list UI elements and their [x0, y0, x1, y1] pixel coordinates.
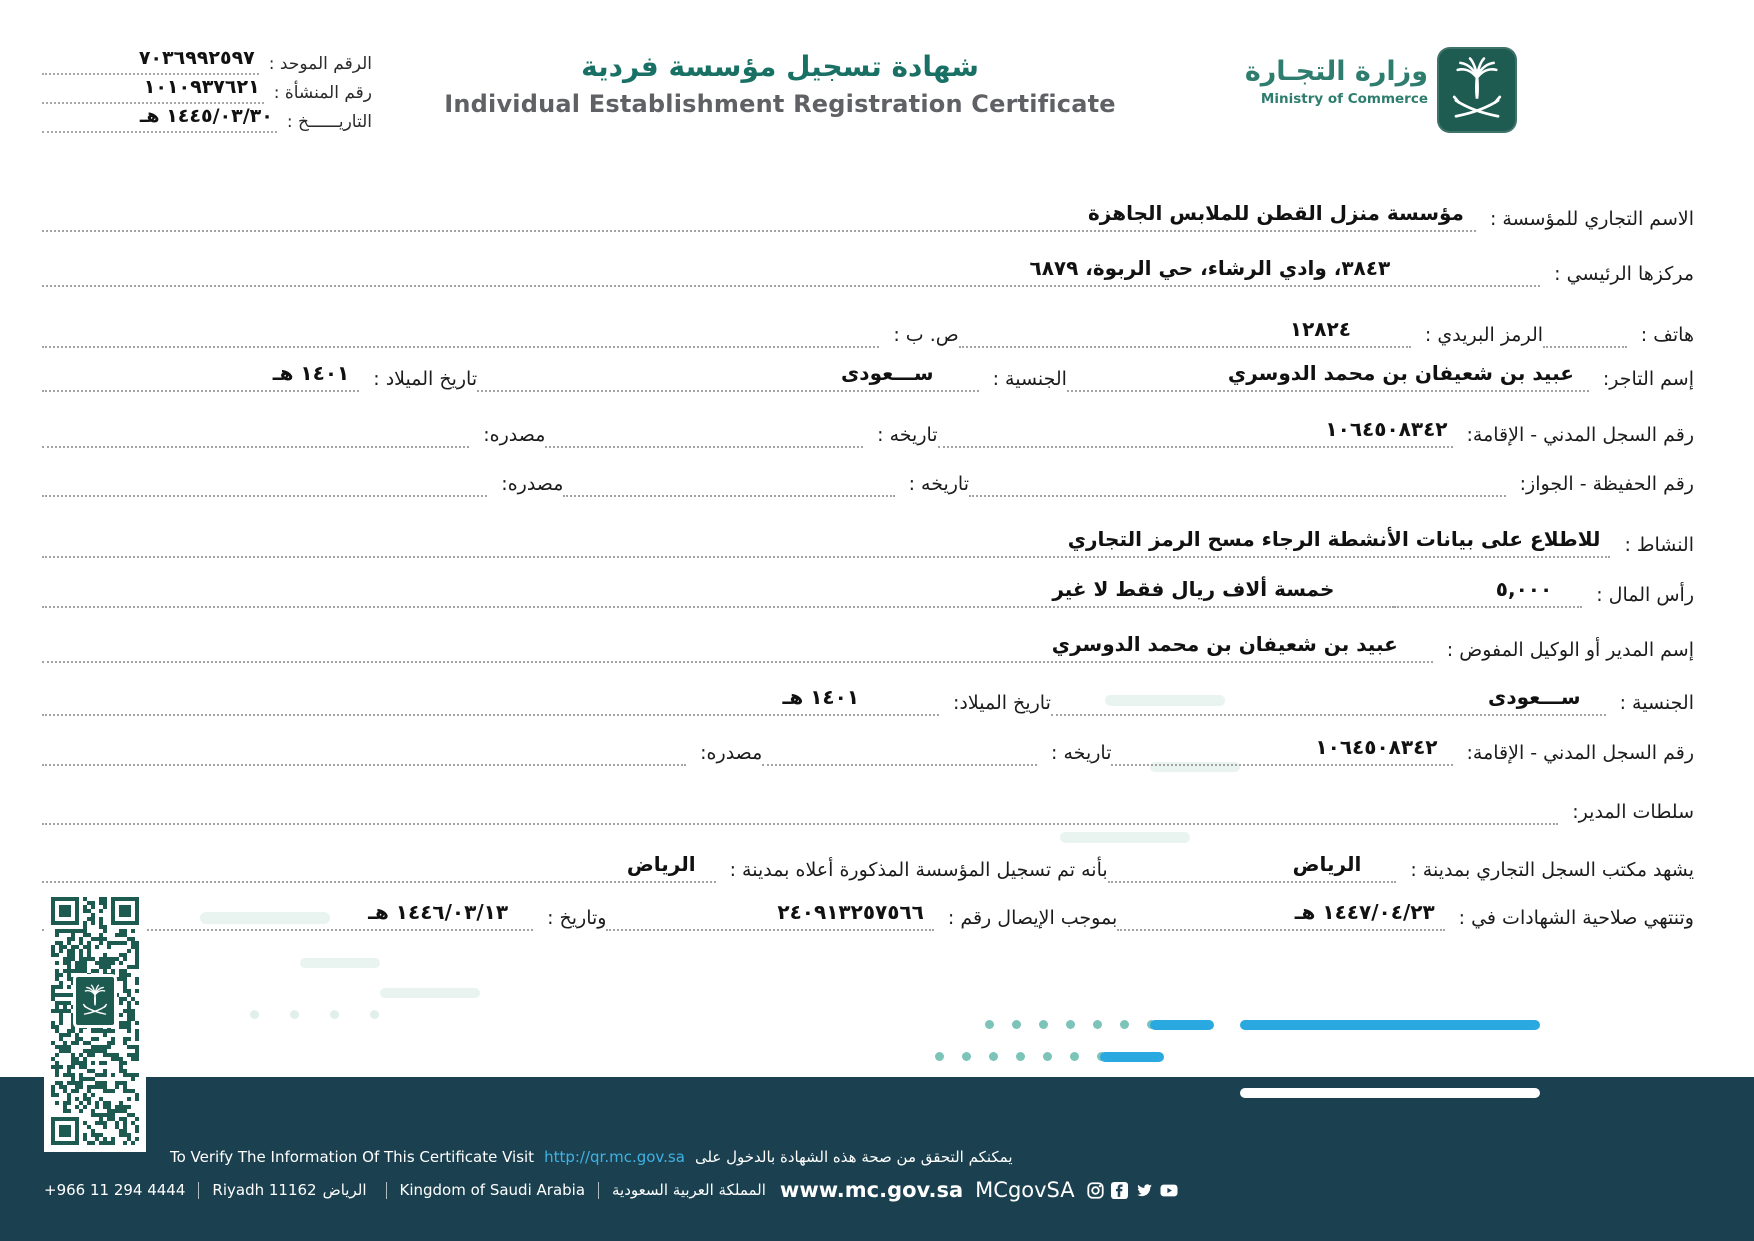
- certificate-form: [42, 0, 1694, 1000]
- receipt-number-label: بموجب الإيصال رقم :: [947, 907, 1118, 929]
- activity-value: للاطلاع على بيانات الأنشطة الرجاء مسح الرمز التجاري: [1067, 527, 1601, 551]
- registry-office-city-label: يشهد مكتب السجل التجاري بمدينة :: [1410, 859, 1694, 881]
- ministry-name-arabic: وزارة التجـارة: [1244, 56, 1428, 87]
- trade-name-label: الاسم التجاري للمؤسسة :: [1489, 208, 1694, 230]
- youtube-icon: [1160, 1182, 1178, 1199]
- capital-words-value: خمسة ألاف ريال فقط لا غير: [1052, 577, 1335, 601]
- capital-amount-value: ٥,٠٠٠: [1495, 577, 1553, 601]
- head-office-value: ٣٨٤٣، وادي الرشاء، حي الربوة، ٦٨٧٩: [1029, 256, 1391, 280]
- capital-label: رأس المال :: [1596, 584, 1694, 606]
- capital-row: [42, 564, 1694, 608]
- unified-number-value: ٧٠٣٦٩٩٢٥٩٧: [138, 47, 255, 69]
- decor-bar: [1240, 1020, 1540, 1030]
- qr-center-emblem-icon: [73, 974, 117, 1028]
- manager-birthdate-label: تاريخ الميلاد:: [953, 692, 1051, 714]
- manager-nationality-row: [42, 672, 1694, 716]
- manager-civil-id-value: ١٠٦٤٥٠٨٣٤٢: [1315, 735, 1438, 759]
- decor-dot-row: [935, 1052, 1106, 1061]
- passport-number-label: رقم الحفيظة - الجواز:: [1519, 473, 1694, 495]
- establishment-number-label: رقم المنشأة :: [273, 83, 372, 103]
- manager-powers-row: [42, 781, 1694, 825]
- passport-date-label: تاريخه :: [908, 473, 970, 495]
- ministry-name-english: Ministry of Commerce: [1260, 91, 1428, 107]
- contact-line: [44, 1178, 1178, 1202]
- unified-number-label: الرقم الموحد :: [268, 54, 372, 74]
- manager-name-value: عبيد بن شعيفان بن محمد الدوسري: [1051, 632, 1398, 656]
- social-handle: MCgovSA: [975, 1178, 1075, 1202]
- page-title-english: Individual Establishment Registration Certificate: [444, 90, 1116, 118]
- watermark-dot: [370, 1010, 379, 1019]
- manager-nationality-label: الجنسية :: [1619, 692, 1694, 714]
- trader-name-label: إسم التاجر:: [1602, 368, 1694, 390]
- passport-source-label: مصدره:: [501, 473, 564, 495]
- receipt-date-label: وتاريخ :: [547, 907, 607, 929]
- verify-text-english: To Verify The Information Of This Certificate Visit: [170, 1148, 535, 1166]
- registered-in-city-value: الرياض: [626, 852, 696, 876]
- manager-birthdate-value: ١٤٠١ هـ: [782, 685, 860, 709]
- verify-text-arabic: يمكنكم التحقق من صحة هذه الشهادة بالدخول على: [694, 1148, 1013, 1166]
- registry-office-city-value: الرياض: [1292, 852, 1362, 876]
- phone-postal-row: [42, 304, 1694, 348]
- trader-civil-id-value: ١٠٦٤٥٠٨٣٤٢: [1325, 417, 1448, 441]
- head-office-row: [42, 243, 1694, 287]
- trader-nationality-value: ســـعودى: [840, 361, 934, 385]
- activity-label: النشاط :: [1624, 534, 1694, 556]
- trader-name-value: عبيد بن شعيفان بن محمد الدوسري: [1227, 361, 1574, 385]
- manager-name-label: إسم المدير أو الوكيل المفوض :: [1446, 639, 1694, 661]
- registry-attestation-row: [42, 839, 1694, 883]
- registered-in-city-label: بأنه تم تسجيل المؤسسة المذكورة أعلاه بمدينة :: [729, 859, 1108, 881]
- facebook-icon: [1111, 1182, 1128, 1199]
- decor-bar: [1240, 1088, 1540, 1098]
- trader-birthdate-label: تاريخ الميلاد :: [373, 368, 478, 390]
- watermark-dot: [250, 1010, 259, 1019]
- trade-name-row: [42, 188, 1694, 232]
- verification-link[interactable]: http://qr.mc.gov.sa: [544, 1148, 685, 1166]
- manager-civil-id-source-label: مصدره:: [700, 742, 763, 764]
- watermark-dot: [290, 1010, 299, 1019]
- manager-civil-id-row: [42, 722, 1694, 766]
- country-arabic: المملكة العربية السعودية: [612, 1181, 766, 1199]
- trader-nationality-label: الجنسية :: [992, 368, 1067, 390]
- head-office-label: مركزها الرئيسي :: [1554, 263, 1694, 285]
- trader-civil-id-label: رقم السجل المدني - الإقامة:: [1466, 424, 1694, 446]
- social-icons: [1087, 1182, 1178, 1199]
- verification-qr-code: [44, 890, 146, 1152]
- decor-bar: [1100, 1052, 1164, 1062]
- receipt-number-value: ٢٤٠٩١٣٢٥٧٥٦٦: [777, 900, 924, 924]
- manager-civil-id-date-label: تاريخه :: [1051, 742, 1112, 764]
- watermark-dot: [330, 1010, 339, 1019]
- trader-civil-id-source-label: مصدره:: [483, 424, 546, 446]
- validity-row: [42, 887, 1694, 931]
- divider: [198, 1182, 199, 1199]
- page-title-arabic: شهادة تسجيل مؤسسة فردية: [581, 50, 979, 83]
- address-english: Riyadh 11162: [212, 1181, 317, 1199]
- manager-nationality-value: ســـعودى: [1488, 685, 1581, 709]
- postal-code-value: ١٢٨٢٤: [1289, 317, 1351, 341]
- passport-row: [42, 453, 1694, 497]
- decor-bar: [1150, 1020, 1214, 1030]
- twitter-icon: [1135, 1182, 1153, 1199]
- manager-civil-id-label: رقم السجل المدني - الإقامة:: [1466, 742, 1694, 764]
- issue-date-label: التاريــــــخ :: [286, 112, 372, 132]
- activity-row: [42, 514, 1694, 558]
- manager-name-row: [42, 619, 1694, 663]
- divider: [386, 1182, 387, 1199]
- phone-number: +966 11 294 4444: [44, 1181, 186, 1199]
- instagram-icon: [1087, 1182, 1104, 1199]
- trade-name-value: مؤسسة منزل القطن للملابس الجاهزة: [1087, 201, 1464, 225]
- trader-civil-id-date-label: تاريخه :: [877, 424, 938, 446]
- manager-powers-label: سلطات المدير:: [1572, 801, 1694, 823]
- po-box-label: ص. ب :: [893, 324, 959, 346]
- trader-birthdate-value: ١٤٠١ هـ: [272, 361, 350, 385]
- country-english: Kingdom of Saudi Arabia: [399, 1181, 586, 1199]
- expiry-date-label: وتنتهي صلاحية الشهادات في :: [1458, 907, 1694, 929]
- expiry-date-value: ١٤٤٧/٠٤/٢٣ هـ: [1294, 900, 1435, 924]
- decor-dot-row: [985, 1020, 1156, 1029]
- website-url: www.mc.gov.sa: [779, 1178, 964, 1202]
- verification-line: [170, 1148, 1013, 1166]
- divider: [598, 1182, 599, 1199]
- receipt-date-value: ١٤٤٦/٠٣/١٣ هـ: [368, 900, 509, 924]
- phone-label: هاتف :: [1640, 324, 1694, 346]
- issue-date-value: ١٤٤٥/٠٣/٣٠ هـ: [139, 105, 273, 127]
- trader-civil-id-row: [42, 404, 1694, 448]
- establishment-number-value: ١٠١٠٩٣٧٦٢١: [143, 76, 260, 98]
- postal-code-label: الرمز البريدي :: [1424, 324, 1544, 346]
- trader-row: [42, 348, 1694, 392]
- address-arabic: الرياض: [322, 1181, 367, 1199]
